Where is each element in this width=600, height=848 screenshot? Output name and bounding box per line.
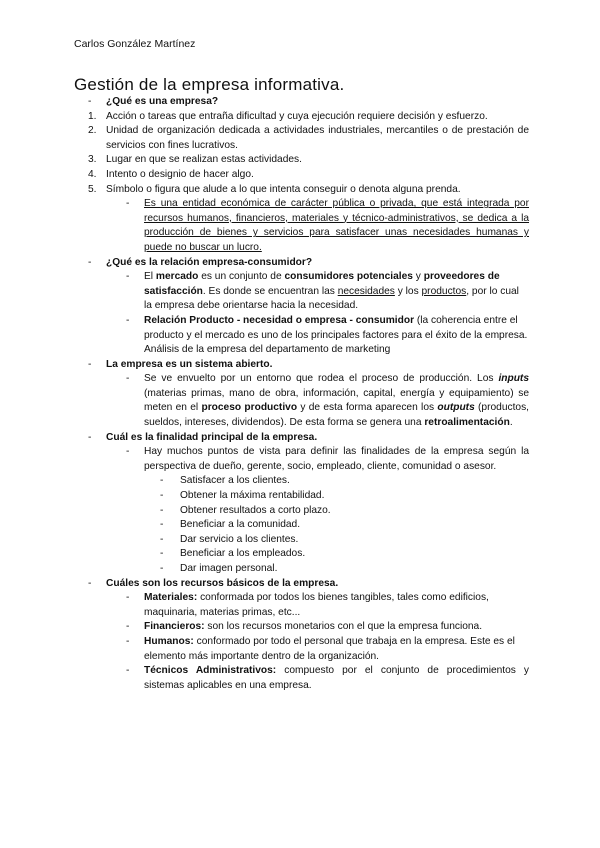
definition-item — [74, 183, 529, 198]
text-run: . Es donde se encuentran las — [202, 285, 338, 297]
bold-term: retroalimentación — [424, 417, 510, 429]
definition-item — [74, 168, 529, 183]
section-heading-text: ¿Qué es la relación empresa-consumidor? — [106, 256, 313, 268]
author-header: Carlos González Martínez — [74, 38, 196, 50]
definition-item — [74, 110, 529, 125]
dash-bullet: - — [126, 373, 130, 385]
section-heading-text: Cuáles son los recursos básicos de la empresa. — [106, 577, 339, 589]
text-run: (productos, sueldos, intereses, dividendos). De esta forma se genera una — [144, 402, 529, 429]
resource-text: compuesto por el conjunto de procedimientos y sistemas aplicables en una empresa. — [144, 665, 530, 691]
dash-bullet: - — [88, 256, 92, 268]
dash-bullet: - — [126, 665, 130, 677]
dash-bullet: - — [160, 563, 164, 574]
dash-bullet: - — [160, 490, 164, 502]
bold-term: mercado — [155, 271, 199, 283]
text-run: . — [509, 417, 513, 429]
dash-bullet: - — [126, 198, 130, 210]
goal-item — [74, 489, 529, 504]
list-number: 5. — [88, 183, 97, 195]
definition-item — [74, 124, 529, 153]
summary-text: Es una entidad económica de carácter pública o privada, que está integrada por recursos humanos, financieros, materiales y técnico-administrativos, se dedica a la producción de bienes y servicios para satisfacer unas necesidades humanas y puede no buscar un lucro. — [144, 198, 529, 253]
dash-bullet: - — [160, 533, 164, 545]
definition-text: Lugar en que se realizan estas actividades. — [106, 154, 302, 166]
text-run: (materias primas, mano de obra, información, capital, energía y equipamiento) se meten en el — [144, 387, 529, 414]
dash-bullet: - — [126, 314, 130, 326]
section-heading-sistema — [74, 358, 529, 373]
section-heading-empresa — [74, 95, 529, 110]
goal-item — [74, 562, 529, 577]
section-heading-finalidad — [74, 431, 529, 446]
definition-text: Acción o tareas que entraña dificultad y cuya ejecución requiere decisión y esfuerzo. — [106, 110, 488, 122]
underlined-term: productos — [421, 285, 467, 297]
text-run: (la coherencia entre el producto y el mercado es uno de los principales factores para el éxito de la empresa. Análisis de la empresa del departamento de marketing — [144, 314, 528, 356]
bold-term: Relación Producto - necesidad o empresa - consumidor — [144, 314, 415, 326]
list-number: 2. — [88, 125, 97, 137]
dash-bullet: - — [126, 271, 130, 283]
definition-text: Unidad de organización dedicada a actividades industriales, mercantiles o de prestación de servicios con fines lucrativos. — [106, 125, 529, 151]
list-number: 3. — [88, 154, 97, 166]
dash-bullet: - — [160, 475, 164, 487]
text-run: , por lo cual la empresa debe orientarse hacia la necesidad. — [144, 285, 519, 312]
goal-text: Dar servicio a los clientes. — [180, 533, 299, 545]
goal-text: Satisfacer a los clientes. — [180, 475, 290, 487]
goal-item — [74, 547, 529, 562]
resource-text: conformado por todo el personal que trabaja en la empresa. Este es el elemento más importante dentro de la organización. — [144, 635, 515, 662]
text-run: y — [412, 271, 424, 283]
goal-text: Dar imagen personal. — [180, 563, 278, 574]
goal-item — [74, 504, 529, 519]
dash-bullet: - — [88, 96, 92, 107]
definition-text: Intento o designio de hacer algo. — [106, 168, 254, 180]
dash-bullet: - — [160, 548, 164, 560]
definition-summary — [74, 197, 529, 255]
text-run: y de esta forma aparecen los — [297, 402, 438, 414]
resource-term: Técnicos Administrativos: — [144, 665, 277, 677]
dash-bullet: - — [126, 446, 130, 458]
resource-text: conformada por todos los bienes tangibles, tales como edificios, maquinaria, materias primas, etc... — [144, 592, 489, 618]
text-run: es un conjunto de — [198, 271, 285, 283]
underlined-term: necesidades — [337, 285, 395, 297]
document-body — [74, 95, 529, 693]
section-heading-recursos — [74, 577, 529, 592]
text-run: Se ve envuelto por un entorno que rodea el proceso de producción. Los — [144, 373, 499, 385]
section-heading-text: ¿Qué es una empresa? — [106, 96, 219, 107]
section-heading-text: Cuál es la finalidad principal de la empresa. — [106, 431, 318, 443]
goal-text: Beneficiar a la comunidad. — [180, 519, 301, 531]
resource-term: Humanos: — [144, 635, 194, 647]
resource-item — [74, 620, 529, 635]
dash-bullet: - — [88, 431, 92, 443]
goal-item — [74, 518, 529, 533]
goal-text: Beneficiar a los empleados. — [180, 548, 306, 560]
text-run: y los — [394, 285, 422, 297]
dash-bullet: - — [126, 592, 130, 604]
resource-item — [74, 664, 529, 693]
resource-term: Financieros: — [144, 621, 205, 633]
resource-item — [74, 635, 529, 664]
goal-text: Obtener la máxima rentabilidad. — [180, 490, 325, 502]
goal-item — [74, 533, 529, 548]
list-number: 4. — [88, 168, 97, 180]
finalidad-paragraph — [74, 445, 529, 474]
definition-item — [74, 153, 529, 168]
dash-bullet: - — [160, 504, 164, 516]
italic-term: inputs — [498, 373, 529, 385]
resource-item — [74, 591, 529, 620]
dash-bullet: - — [126, 635, 130, 647]
list-number: 1. — [88, 110, 97, 122]
section-heading-relacion — [74, 256, 529, 271]
relacion-paragraph — [74, 314, 529, 358]
document-title: Gestión de la empresa informativa. — [74, 75, 345, 94]
text-run: El — [144, 271, 156, 283]
paragraph-text: Hay muchos puntos de vista para definir las finalidades de la empresa según la perspectiva de dueño, gerente, socio, empleado, cliente, comunidad o asesor. — [144, 446, 529, 472]
section-heading-text: La empresa es un sistema abierto. — [106, 358, 273, 370]
bold-term: consumidores potenciales — [284, 271, 413, 283]
dash-bullet: - — [126, 621, 130, 633]
dash-bullet: - — [88, 358, 92, 370]
resource-text: son los recursos monetarios con el que la empresa funciona. — [204, 621, 483, 633]
mercado-paragraph — [74, 270, 529, 314]
bold-term: proceso productivo — [201, 402, 298, 414]
goal-text: Obtener resultados a corto plazo. — [180, 504, 331, 516]
sistema-paragraph — [74, 372, 529, 430]
italic-term: outputs — [437, 402, 475, 414]
resource-term: Materiales: — [144, 592, 198, 604]
definition-text: Símbolo o figura que alude a lo que intenta conseguir o denota alguna prenda. — [106, 183, 461, 195]
goal-item — [74, 474, 529, 489]
dash-bullet: - — [88, 577, 92, 589]
bold-term: proveedores de satisfacción — [144, 271, 500, 297]
dash-bullet: - — [160, 519, 164, 531]
